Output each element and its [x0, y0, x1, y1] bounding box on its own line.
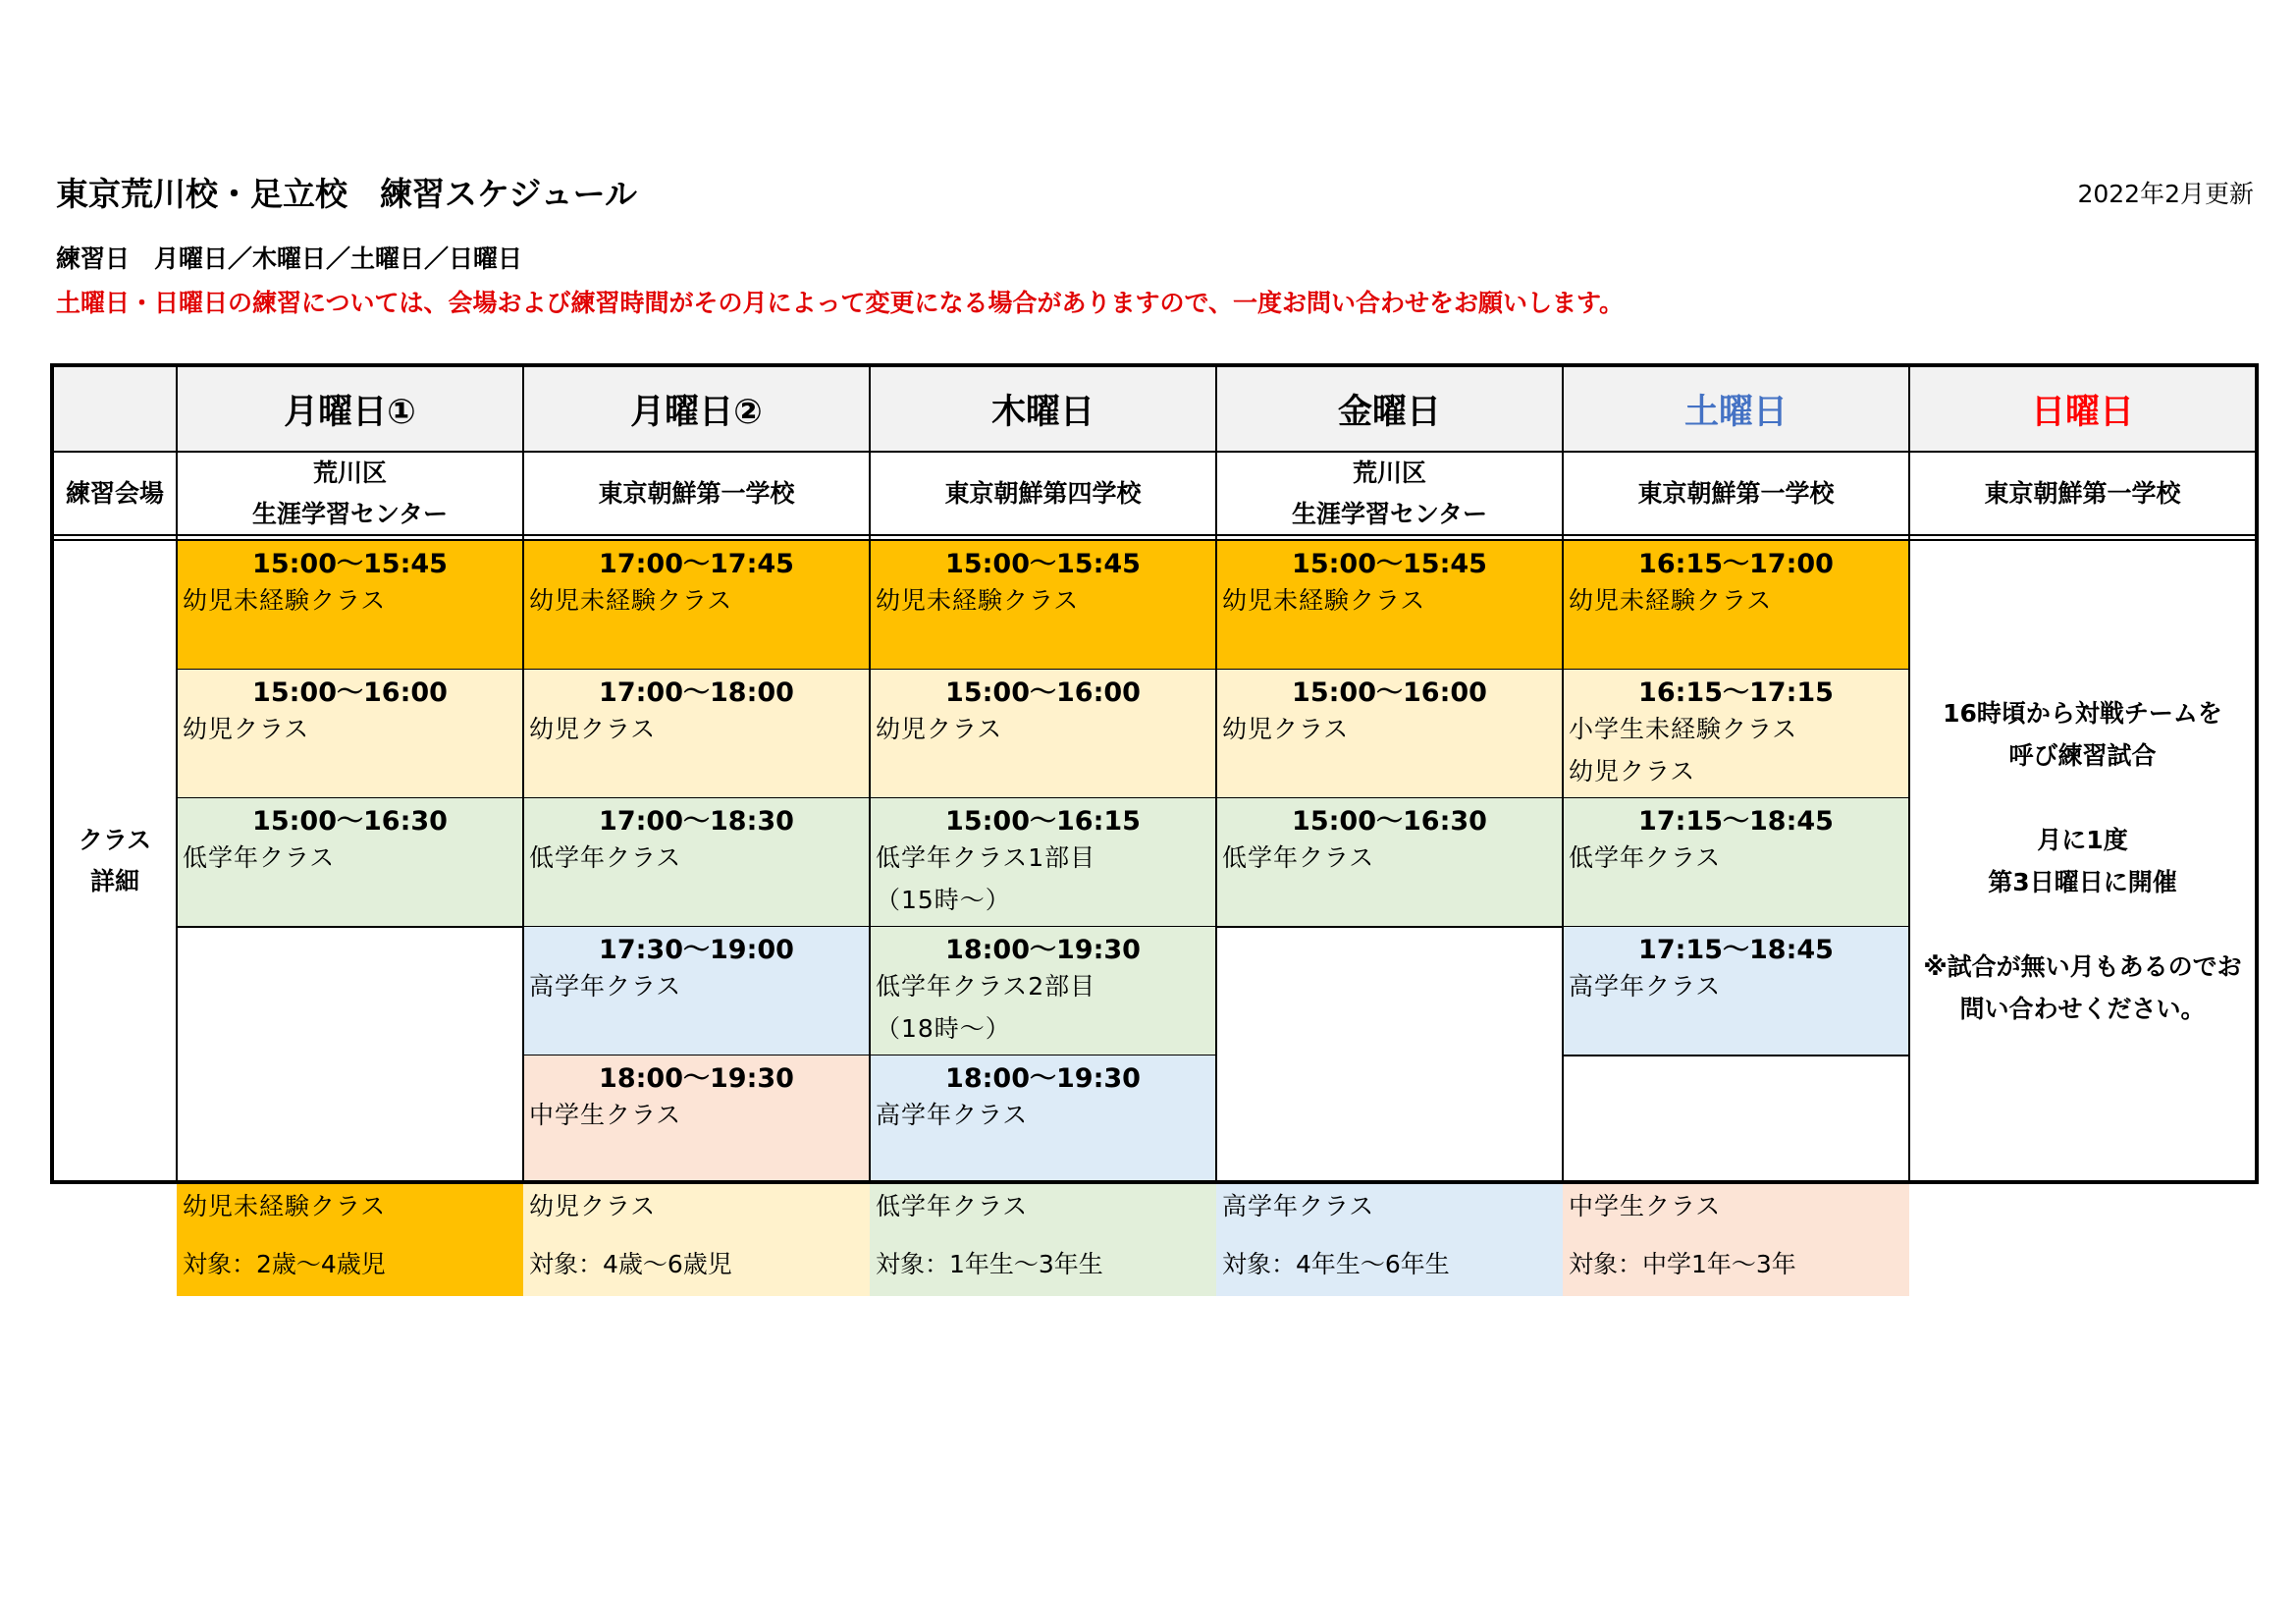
slot-time: 18:00～19:30 [945, 935, 1141, 965]
slot-class-name: 低学年クラス2部目 [876, 972, 1096, 1001]
grid-line [50, 451, 2259, 453]
class-slot[interactable] [870, 541, 1216, 670]
venue-name-line: 東京朝鮮第一学校 [598, 478, 795, 508]
slot-time: 15:00～15:45 [1292, 549, 1487, 579]
venue-row-label [53, 452, 177, 535]
slot-time: 17:30～19:00 [599, 935, 794, 965]
slot-time: 15:00～16:15 [945, 806, 1141, 837]
slot-class-name: 中学生クラス [529, 1101, 682, 1129]
venue-name-line: 生涯学習センター [1291, 499, 1487, 528]
class-slot[interactable] [1563, 798, 1909, 927]
grid-line [177, 926, 523, 928]
legend-item-3 [1216, 1184, 1563, 1296]
class-slot[interactable] [523, 798, 870, 927]
sunday-note-line: 問い合わせください。 [1959, 995, 2206, 1023]
slot-time: 17:00～18:30 [599, 806, 794, 837]
day-header-1 [523, 366, 870, 452]
class-slot[interactable] [177, 670, 523, 798]
grid-line [2255, 363, 2259, 1184]
grid-line [1215, 363, 1217, 1184]
slot-time: 15:00～16:00 [1292, 677, 1487, 708]
legend-class-name: 高学年クラス [1222, 1192, 1375, 1220]
class-slot[interactable] [870, 927, 1216, 1056]
slot-class-name: 幼児未経験クラス [876, 586, 1080, 615]
slot-class-name: 低学年クラス1部目 [876, 843, 1096, 872]
slot-class-name: 高学年クラス [529, 972, 682, 1001]
class-slot[interactable] [177, 541, 523, 670]
slot-time: 16:15～17:00 [1638, 549, 1834, 579]
venue-cell-3 [1216, 452, 1563, 535]
slot-class-name: 低学年クラス [529, 843, 682, 872]
venue-cell-5 [1909, 452, 2256, 535]
slot-class-name: （15時～） [876, 886, 1011, 914]
grid-line [1562, 363, 1564, 1184]
legend-class-name: 幼児未経験クラス [183, 1192, 387, 1220]
slot-class-name: 高学年クラス [876, 1101, 1029, 1129]
slot-time: 17:15～18:45 [1638, 935, 1834, 965]
grid-line [869, 363, 871, 1184]
venue-name-line: 東京朝鮮第一学校 [1984, 478, 2181, 508]
venue-cell-4 [1563, 452, 1909, 535]
slot-class-name: 幼児未経験クラス [183, 586, 387, 615]
class-slot[interactable] [177, 798, 523, 927]
class-slot[interactable] [1563, 670, 1909, 798]
slot-time: 17:00～18:00 [599, 677, 794, 708]
grid-line [176, 363, 178, 1184]
slot-class-name: 幼児クラス [183, 715, 310, 743]
venue-name-line: 生涯学習センター [251, 499, 448, 528]
class-slot[interactable] [523, 670, 870, 798]
class-slot[interactable] [1216, 798, 1563, 927]
day-header-4 [1563, 366, 1909, 452]
class-slot[interactable] [1216, 670, 1563, 798]
sunday-note-line: 16時頃から対戦チームを [1943, 699, 2222, 728]
slot-time: 17:00～17:45 [599, 549, 794, 579]
sunday-note-line: ※試合が無い月もあるのでお [1923, 952, 2242, 981]
slot-class-name: 高学年クラス [1569, 972, 1722, 1001]
updated-date: 2022年2月更新 [2077, 180, 2254, 208]
day-name: 月曜日① [284, 392, 416, 432]
grid-line [522, 363, 524, 1184]
page-title: 東京荒川校・足立校 練習スケジュール [56, 175, 638, 213]
slot-time: 15:00～15:45 [945, 549, 1141, 579]
day-header-2 [870, 366, 1216, 452]
day-name: 木曜日 [990, 392, 1095, 432]
class-slot[interactable] [1563, 927, 1909, 1056]
slot-class-name: 低学年クラス [183, 843, 336, 872]
slot-time: 15:00～16:00 [252, 677, 448, 708]
slot-time: 15:00～16:00 [945, 677, 1141, 708]
class-slot[interactable] [1216, 541, 1563, 670]
practice-days: 練習日 月曜日／木曜日／土曜日／日曜日 [56, 244, 523, 273]
venue-name-line: 荒川区 [1352, 458, 1426, 487]
grid-line [50, 539, 2259, 541]
day-name: 金曜日 [1337, 392, 1441, 432]
grid-line [50, 363, 54, 1184]
legend-class-name: 中学生クラス [1569, 1192, 1722, 1220]
legend-class-target: 対象：1年生～3年生 [876, 1250, 1103, 1278]
legend-class-target: 対象：2歳～4歳児 [183, 1250, 386, 1278]
class-slot[interactable] [523, 541, 870, 670]
sunday-note-line: 第3日曜日に開催 [1988, 868, 2177, 896]
slot-class-name: 幼児クラス [1222, 715, 1350, 743]
sunday-note-line: 呼び練習試合 [2008, 741, 2157, 770]
legend-item-4 [1563, 1184, 1909, 1296]
slot-class-name: （18時～） [876, 1014, 1011, 1043]
grid-line [50, 534, 2259, 536]
class-slot[interactable] [870, 1056, 1216, 1184]
grid-line [1908, 363, 1910, 1184]
slot-time: 15:00～16:30 [252, 806, 448, 837]
slot-class-name: 幼児未経験クラス [1569, 586, 1773, 615]
day-header-5 [1909, 366, 2256, 452]
legend-class-target: 対象：4年生～6年生 [1222, 1250, 1450, 1278]
grid-line [50, 363, 2259, 367]
class-slot[interactable] [1563, 541, 1909, 670]
slot-time: 16:15～17:15 [1638, 677, 1834, 708]
class-slot[interactable] [870, 670, 1216, 798]
classes-label-line1: クラス [78, 826, 152, 854]
slot-class-name: 小学生未経験クラス [1569, 715, 1798, 743]
grid-line [1563, 1055, 1909, 1056]
day-header-0 [177, 366, 523, 452]
legend-item-2 [870, 1184, 1216, 1296]
sunday-note [1909, 541, 2256, 1181]
schedule-notice: 土曜日・日曜日の練習については、会場および練習時間がその月によって変更になる場合がありますので、一度お問い合わせをお願いします。 [56, 289, 1625, 317]
slot-time: 18:00～19:30 [945, 1063, 1141, 1094]
legend-class-target: 対象：4歳～6歳児 [529, 1250, 732, 1278]
slot-class-name: 幼児未経験クラス [529, 586, 733, 615]
slot-time: 15:00～16:30 [1292, 806, 1487, 837]
slot-class-name: 幼児クラス [529, 715, 657, 743]
slot-class-name: 低学年クラス [1569, 843, 1722, 872]
slot-class-name: 幼児クラス [876, 715, 1003, 743]
class-slot[interactable] [870, 798, 1216, 927]
day-header-3 [1216, 366, 1563, 452]
venue-cell-1 [523, 452, 870, 535]
venue-name-line: 荒川区 [312, 458, 387, 487]
venue-label: 練習会場 [65, 478, 164, 508]
legend-class-name: 幼児クラス [529, 1192, 657, 1220]
slot-time: 18:00～19:30 [599, 1063, 794, 1094]
slot-time: 17:15～18:45 [1638, 806, 1834, 837]
day-name: 日曜日 [2030, 392, 2134, 432]
venue-name-line: 東京朝鮮第一学校 [1637, 478, 1835, 508]
slot-time: 15:00～15:45 [252, 549, 448, 579]
day-name: 土曜日 [1683, 392, 1788, 432]
class-slot[interactable] [523, 927, 870, 1056]
legend-class-target: 対象：中学1年～3年 [1569, 1250, 1796, 1278]
classes-row-label [53, 541, 177, 1181]
legend-item-1 [523, 1184, 870, 1296]
class-slot[interactable] [523, 1056, 870, 1184]
venue-cell-0 [177, 452, 523, 535]
day-name: 月曜日② [630, 392, 763, 432]
slot-class-name: 低学年クラス [1222, 843, 1375, 872]
venue-cell-2 [870, 452, 1216, 535]
legend-item-0 [177, 1184, 523, 1296]
slot-class-name: 幼児クラス [1569, 757, 1696, 785]
header-corner [53, 366, 177, 452]
sunday-note-line: 月に1度 [2037, 826, 2128, 854]
legend-class-name: 低学年クラス [876, 1192, 1029, 1220]
venue-name-line: 東京朝鮮第四学校 [944, 478, 1142, 508]
classes-label-line2: 詳細 [89, 867, 139, 895]
slot-class-name: 幼児未経験クラス [1222, 586, 1426, 615]
grid-line [1216, 926, 1563, 928]
